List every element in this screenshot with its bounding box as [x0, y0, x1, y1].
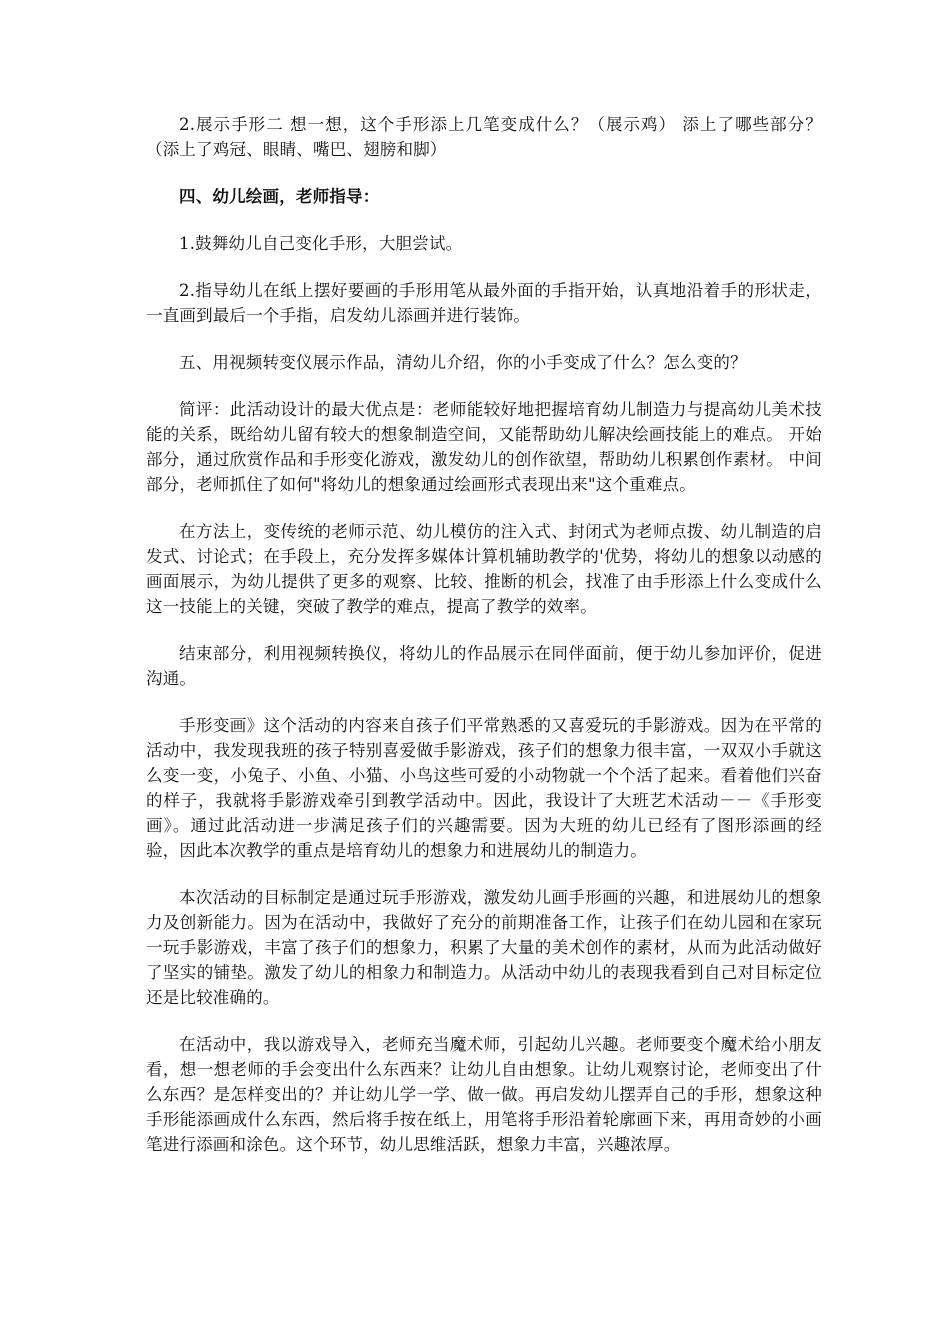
paragraph-ending-part: 结束部分，利用视频转换仪，将幼儿的作品展示在同伴面前，便于幼儿参加评价，促进沟通。: [146, 644, 822, 688]
section-heading-four: 四、幼儿绘画，老师指导：: [179, 187, 380, 206]
paragraph-guide-children: 2.指导幼儿在纸上摆好要画的手形用笔从最外面的手指开始，认真地沿着手的形状走，一直画到最后一个手指，启发幼儿添画并进行装饰。: [146, 281, 822, 325]
paragraph-display-hand-shape-two: 2.展示手形二 想一想，这个手形添上几笔变成什么？（展示鸡） 添上了哪些部分？（添上了鸡冠、眼睛、嘴巴、翅膀和脚）: [146, 115, 822, 159]
paragraph-activity-origin: 手形变画》这个活动的内容来自孩子们平常熟悉的又喜爱玩的手影游戏。因为在平常的活动中，我发现我班的孩子特别喜爱做手影游戏，孩子们的想象力很丰富，一双双小手就这么变一变，小兔子、小鱼、小猫、小鸟这些可爱的小动物就一个个活了起来。看着他们兴奋的样子，我就将手影游戏牵引到教学活动中。因此，我设计了大班艺术活动－－《手形变画》。通过此活动进一步满足孩子们的兴趣需要。因为大班的幼儿已经有了图形添画的经验，因此本次教学的重点是培育幼儿的想象力和进展幼儿的制造力。: [146, 716, 822, 860]
paragraph-brief-review: 简评：此活动设计的最大优点是：老师能较好地把握培育幼儿制造力与提高幼儿美术技能的关系，既给幼儿留有较大的想象制造空间，又能帮助幼儿解决绘画技能上的难点。 开始部分，通过欣赏作品和手形变化游戏，激发幼儿的创作欲望，帮助幼儿积累创作素材。 中间部分，老师抓住了如何"将幼儿的想象通过绘画形式表现出来"这个重难点。: [146, 400, 822, 494]
document-page: [146, 112, 822, 1179]
paragraph-activity-goals: 本次活动的目标制定是通过玩手形游戏，激发幼儿画手形画的兴趣，和进展幼儿的想象力及创新能力。因为在活动中，我做好了充分的前期准备工作，让孩子们在幼儿园和在家玩一玩手影游戏，丰富了孩子们的想象力，积累了大量的美术创作的素材，从而为此活动做好了坚实的铺垫。激发了幼儿的相象力和制造力。从活动中幼儿的表现我看到自己对目标定位还是比较准确的。: [146, 888, 822, 1007]
paragraph-activity-process: 在活动中，我以游戏导入，老师充当魔术师，引起幼儿兴趣。老师要变个魔术给小朋友看，想一想老师的手会变出什么东西来？让幼儿自由想象。让幼儿观察讨论，老师变出了什么东西？是怎样变出的？并让幼儿学一学、做一做。再启发幼儿摆弄自己的手形，想象这种手形能添画成什么东西，然后将手按在纸上，用笔将手形沿着轮廓画下来，再用奇妙的小画笔进行添画和涂色。这个环节，幼儿思维活跃，想象力丰富，兴趣浓厚。: [146, 1035, 822, 1154]
paragraph-encourage-children: 1.鼓舞幼儿自己变化手形，大胆尝试。: [179, 234, 463, 253]
paragraph-method: 在方法上，变传统的老师示范、幼儿模仿的注入式、封闭式为老师点拨、幼儿制造的启发式、讨论式；在手段上，充分发挥多媒体计算机辅助教学的'优势，将幼儿的想象以动感的画面展示，为幼儿提供了更多的观察、比较、推断的机会，找准了由手形添上什么变成什么这一技能上的关键，突破了教学的难点，提高了教学的效率。: [146, 522, 822, 616]
paragraph-section-five: 五、用视频转变仪展示作品，清幼儿介绍，你的小手变成了什么？怎么变的？: [179, 353, 747, 372]
